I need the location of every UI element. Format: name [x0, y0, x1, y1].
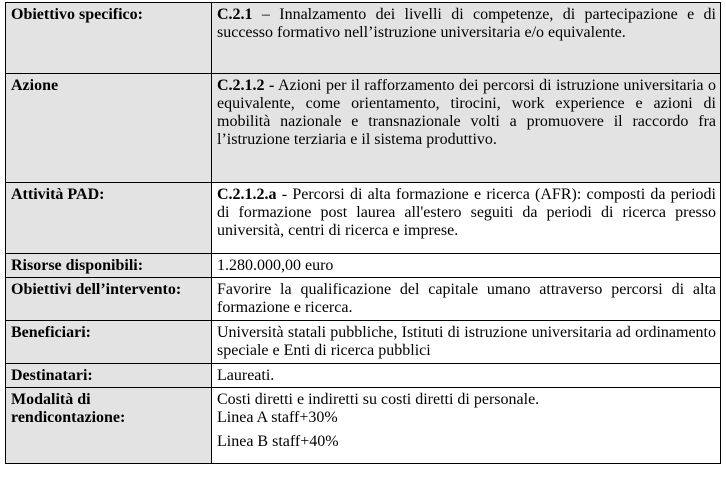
value-beneficiari: Università statali pubbliche, Istituti di istruzione universitaria ad ordinamento speciale e Enti di ricerca pubblici: [212, 321, 721, 364]
row-attivita-pad: [6, 183, 721, 254]
row-beneficiari: [6, 321, 721, 364]
label-beneficiari: Beneficiari:: [6, 321, 212, 364]
value-obiettivo-specifico: [212, 3, 721, 74]
row-destinatari: [6, 364, 721, 388]
modalita-line-1: Costi diretti e indiretti su costi diretti di personale.: [217, 391, 540, 408]
row-azione: [6, 74, 721, 183]
code-azione: C.2.1.2 -: [217, 77, 275, 94]
modalita-line-2: Linea A staff+30%: [217, 409, 338, 426]
row-risorse: [6, 254, 721, 278]
row-obiettivi-intervento: [6, 278, 721, 321]
row-modalita: [6, 388, 721, 464]
label-destinatari: Destinatari:: [6, 364, 212, 388]
label-risorse: Risorse disponibili:: [6, 254, 212, 278]
code-obiettivo: C.2.1: [217, 6, 253, 23]
text-obiettivo: – Innalzamento dei livelli di competenze, di partecipazione e di successo formativo nell’istruzione universitaria e/o equivalente.: [217, 6, 716, 41]
info-table: [5, 2, 721, 464]
modalita-line-3: Linea B staff+40%: [217, 433, 339, 450]
value-azione: [212, 74, 721, 183]
text-azione: Azioni per il rafforzamento dei percorsi di istruzione universitaria o equivalente, come orientamento, tirocini, work experience e azioni di mobilità nazionale e transnazionale volti a promuovere il raccordo fra l’istruzione terziaria e il sistema produttivo.: [217, 77, 716, 148]
label-obiettivi-intervento: Obiettivi dell’intervento:: [6, 278, 212, 321]
code-attivita: C.2.1.2.a: [217, 186, 277, 203]
label-azione: Azione: [6, 74, 212, 183]
value-modalita: [212, 388, 721, 464]
value-obiettivi-intervento: Favorire la qualificazione del capitale umano attraverso percorsi di alta formazione e ricerca.: [212, 278, 721, 321]
row-obiettivo-specifico: [6, 3, 721, 74]
value-destinatari: Laureati.: [212, 364, 721, 388]
label-obiettivo-specifico: Obiettivo specifico:: [6, 3, 212, 74]
label-attivita-pad: Attività PAD:: [6, 183, 212, 254]
value-attivita-pad: [212, 183, 721, 254]
text-attivita: - Percorsi di alta formazione e ricerca (AFR): composti da periodi di formazione post laurea all'estero seguiti da periodi di ricerca presso università, centri di ricerca e imprese.: [217, 186, 716, 239]
label-modalita: Modalità di rendicontazione:: [6, 388, 212, 464]
value-risorse: 1.280.000,00 euro: [212, 254, 721, 278]
